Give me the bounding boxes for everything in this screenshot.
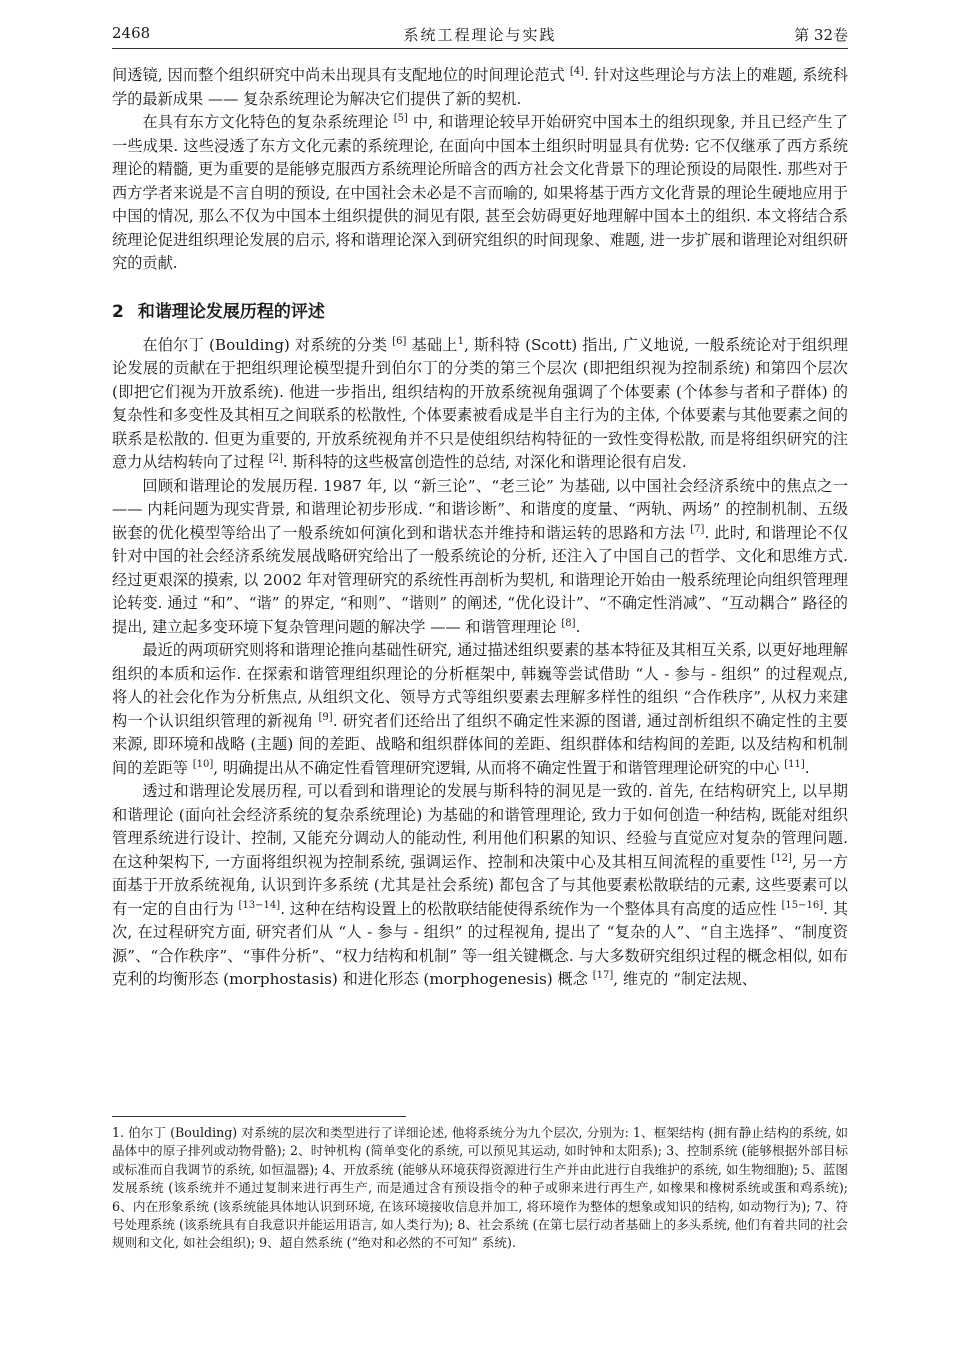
citation-ref: [8] [561,617,576,629]
paragraph [112,334,848,475]
running-header [112,22,848,48]
volume-label: 第 32卷 [794,26,848,44]
citation-ref: [7] [690,523,705,535]
journal-title: 系统工程理论与实践 [403,26,557,44]
page-number: 2468 [112,24,151,42]
text-run: 在伯尔丁 (Boulding) 对系统的分类 [142,335,393,354]
citation-ref: [10] [192,758,214,770]
paragraph [112,780,848,992]
text-run: 最近的两项研究则将和谐理论推向基础性研究, 通过描述组织要素的基本特征及其相互关系, 以更好地理解组织的本质和运作. 在探索和谐管理组织理论的分析框架中, 韩巍等尝试借助 “人 - 参与 - 组织” 的过程观点, 将人的社会化作为分析焦点, 从组织文化、领导方式等组织要素去理解多样性的组织 “合作秩序”, 从权力来建构一个认识组织管理的新视角 [112,641,848,730]
citation-ref: [11] [784,758,805,770]
section-heading [112,300,848,324]
text-run: 间透镜, 因而整个组织研究中尚未出现具有支配地位的时间理论范式 [112,66,570,84]
text-run: . 其次, 在过程研究方面, 研究者们从 “人 - 参与 - 组织” 的过程视角, 提出了 “复杂的人”、“自主选择”、“制度资源”、“合作秩序”、“事件分析”、“权力结构和机制” 等一组关键概念. 与大多数研究组织过程的概念相似, 如布克利的均衡形态 (morphostasis) 和进化形态 (morphogenesis) 概念 [112,899,849,988]
citation-ref: [12] [771,852,792,864]
text-run: . 此时, 和谐理论不仅针对中国的社会经济系统发展战略研究给出了一般系统论的分析, 还注入了中国自己的哲学、文化和思维方式. 经过更艰深的摸索, 以 2002 年对管理研究的系统性再剖析为契机, 和谐理论开始由一般系统理论向组织管理理论转变. 通过 “和”、“谐” 的界定, “和则”、“谐则” 的阐述, “优化设计”、“不确定性消减”、“互动耦合” 路径的提出, 建立起多变环境下复杂管理问题的解决学 —— 和谐管理理论 [112,523,849,636]
footnote-rule [112,1116,406,1117]
footnote [112,1124,848,1253]
paragraph [112,475,848,640]
citation-ref: [9] [318,711,333,723]
text-run: . 针对这些理论与方法上的难题, 系统科学的最新成果 —— 复杂系统理论为解决它们提供了新的契机. [112,66,849,108]
main-text [112,64,848,992]
section-paragraphs [112,334,848,992]
text-run: , 维克的 “制定法规、 [613,970,757,988]
text-run: 回顾和谐理论的发展历程. 1987 年, 以 “新三论”、“老三论” 为基础, 以中国社会经济系统中的焦点之一 —— 内耗问题为现实背景, 和谐理论初步形成. “和谐诊断”、和谐度的度量、“两轨、两场” 的控制机制、五级嵌套的优化模型等给出了一般系统如何演化到和谐状态并维持和谐运转的思路和方法 [112,476,848,542]
citation-ref: [13−14] [238,899,281,911]
citation-ref: [5] [393,112,408,124]
text-run: , 明确提出从不确定性看管理研究逻辑, 从而将不确定性置于和谐管理理论研究的中心 [213,758,785,777]
text-run: 在具有东方文化特色的复杂系统理论 [142,113,394,131]
section-number: 2 [112,301,124,322]
paragraph [112,64,848,111]
text-run: 基础上 [406,335,458,354]
text-run: . 斯科特的这些极富创造性的总结, 对深化和谐理论很有启发. [282,453,687,471]
citation-ref: 1 [457,335,465,347]
text-run: , 斯科特 (Scott) 指出, 广义地说, 一般系统论对于组织理论发展的贡献在于把组织理论模型提升到伯尔丁的分类的第三个层次 (即把组织视为控制系统) 和第四个层次 (即把它们视为开放系统). 他进一步指出, 组织结构的开放系统视角强调了个体要素 (个体参与者和子群体) 的复杂性和多变性及其相互之间联系的松散性, 个体要素被看成是半自主行为的主体, 个体要素与其他要素之间的联系是松散的. 但更为重要的, 开放系统视角并不只是使组织结构特征的一致性变得松散, 而是将组织研究的注意力从结构转向了过程 [112,335,848,471]
citation-ref: [6] [392,335,407,347]
text-run: 中, 和谐理论较早开始研究中国本土的组织现象, 并且已经产生了一些成果. 这些浸透了东方文化元素的系统理论, 在面向中国本土组织时明显具有优势: 它不仅继承了西方系统理论的精髓, 更为重要的是能够克服西方系统理论所暗含的西方社会文化背景下的理论预设的局限性. 那些对于西方学者来说是不言自明的预设, 在中国社会未必是不言而喻的, 如果将基于西方文化背景的理论生硬地应用于中国的情况, 那么不仅为中国本土组织提供的洞见有限, 甚至会妨碍更好地理解中国本土的组织. 本文将结合系统理论促进组织理论发展的启示, 将和谐理论深入到研究组织的时间现象、难题, 进一步扩展和谐理论对组织研究的贡献. [112,113,849,272]
text-run: . [804,758,810,777]
text-run: . 研究者们还给出了组织不确定性来源的图谱, 通过剖析组织不确定性的主要来源, 即环境和战略 (主题) 间的差距、战略和组织群体间的差距、组织群体和结构间的差距, 以及结构和机制间的差距等 [112,711,849,777]
paragraph [112,639,848,780]
text-run: 透过和谐理论发展历程, 可以看到和谐理论的发展与斯科特的洞见是一致的. 首先, 在结构研究上, 以早期和谐理论 (面向社会经济系统的复杂系统理论) 为基础的和谐管理理论, 致力于如何创造一种结构, 既能对组织管理系统进行设计、控制, 又能充分调动人的能动性, 利用他们积累的知识、经验与直觉应对复杂的管理问题. 在这种架构下, 一方面将组织视为控制系统, 强调运作、控制和决策中心及其相互间流程的重要性 [112,782,848,871]
text-run: 1. 伯尔丁 (Boulding) 对系统的层次和类型进行了详细论述, 他将系统分为九个层次, 分别为: 1、框架结构 (拥有静止结构的系统, 如晶体中的原子排列或动物骨骼); 2、时钟机构 (简单变化的系统, 可以预见其运动, 如时钟和太阳系); 3、控制系统 (能够根据外部目标或标准而自我调节的系统, 如恒温器); 4、开放系统 (能够从环境获得资源进行生产并由此进行自我维护的系统, 如生物细胞); 5、蓝图发展系统 (该系统并不通过复制来进行再生产, 而是通过含有预设指令的种子或卵来进行再生产, 如橡果和橡树系统或蛋和鸡系统); 6、内在形象系统 (该系统能具体地认识到环境, 在该环境接收信息并加工, 将环境作为整体的想象或知识的结构, 如动物行为); 7、符号处理系统 (该系统具有自我意识并能运用语言, 如人类行为); 8、社会系统 (在第七层行动者基础上的多头系统, 他们有着共同的社会规则和文化, 如社会组织); 9、超自然系统 (“绝对和必然的不可知” 系统). [112,1125,848,1251]
citation-ref: [15−16] [781,899,824,911]
header-rule [112,48,848,49]
paragraph [112,111,848,276]
text-run: . 这种在结构设置上的松散联结能使得系统作为一个整体具有高度的适应性 [280,899,782,918]
text-run: , 另一方面基于开放系统视角, 认识到许多系统 (尤其是社会系统) 都包含了与其他要素松散联结的元素, 这些要素可以有一定的自由行为 [112,852,849,918]
section-title: 和谐理论发展历程的评述 [137,301,325,322]
text-run: . [575,617,581,636]
citation-ref: [2] [268,452,283,464]
citation-ref: [4] [569,65,585,77]
intro-paragraphs [112,64,848,276]
citation-ref: [17] [592,969,614,981]
